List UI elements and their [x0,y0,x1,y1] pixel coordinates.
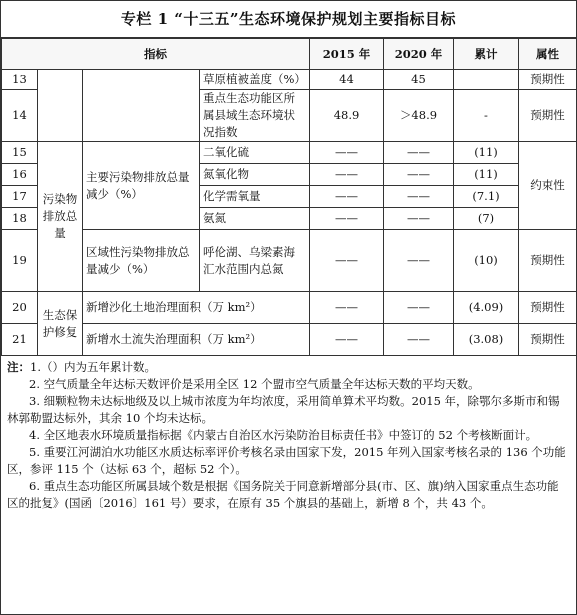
value-2015: —— [310,292,384,324]
value-cumulative: (10) [454,230,519,292]
header-2015: 2015 年 [310,39,384,70]
value-cumulative: (7.1) [454,186,519,208]
row-number: 15 [2,142,38,164]
row-number: 18 [2,208,38,230]
value-cumulative: - [454,90,519,142]
value-cumulative: (11) [454,142,519,164]
indicator-name: 氨氮 [200,208,310,230]
note-2: 2. 空气质量全年达标天数评价是采用全区 12 个盟市空气质量全年达标天数的平均天数。 [29,377,480,391]
attribute: 预期性 [519,70,577,90]
note-6: 6. 重点生态功能区所属县域个数是根据《国务院关于同意新增部分县(市、区、旗)纳入国家重点生态功能区的批复》(国函〔2016〕161 号）要求，在原有 35 个旗县的基础上，新增 8 个，共 43 个。 [7,479,559,510]
group-eco-label: 生态保护修复 [38,292,83,356]
sub-regional-pollutants-label: 区域性污染物排放总量减少（%） [83,230,200,292]
value-2020: —— [384,208,454,230]
header-indicator: 指标 [2,39,310,70]
indicator-name: 氮氧化物 [200,164,310,186]
indicator-name: 新增沙化土地治理面积（万 km²） [83,292,310,324]
row-number: 21 [2,324,38,356]
sub-main-pollutants-label: 主要污染物排放总量减少（%） [83,142,200,230]
table-row [2,324,577,356]
table-row [2,292,577,324]
indicator-name: 二氧化硫 [200,142,310,164]
table-row [2,142,577,164]
value-cumulative: (7) [454,208,519,230]
value-2020: —— [384,164,454,186]
row-number: 19 [2,230,38,292]
value-2020: —— [384,230,454,292]
value-cumulative [454,70,519,90]
indicator-name: 草原植被盖度（%） [200,70,310,90]
blank-sub-cell [83,70,200,142]
value-cumulative: (3.08) [454,324,519,356]
table-row [2,70,577,90]
page-title: 专栏 1 “十三五”生态环境保护规划主要指标目标 [1,1,576,38]
value-2015: —— [310,164,384,186]
value-2015: —— [310,324,384,356]
value-2020: —— [384,142,454,164]
note-1-text: 1.（）内为五年累计数。 [30,360,156,374]
attribute-binding: 约束性 [519,142,577,230]
value-2015: 44 [310,70,384,90]
notes-section [1,356,576,514]
indicator-name: 呼伦湖、乌梁素海汇水范围内总氮 [200,230,310,292]
blank-group-cell [38,70,83,142]
table-row [2,230,577,292]
row-number: 16 [2,164,38,186]
value-2020: —— [384,292,454,324]
group-pollution-label: 污染物排放总量 [38,142,83,292]
value-2020: —— [384,186,454,208]
value-2015: —— [310,142,384,164]
attribute: 预期性 [519,324,577,356]
value-cumulative: (4.09) [454,292,519,324]
row-number: 17 [2,186,38,208]
indicator-name: 重点生态功能区所属县域生态环境状况指数 [200,90,310,142]
attribute: 预期性 [519,90,577,142]
row-number: 14 [2,90,38,142]
header-attribute: 属性 [519,39,577,70]
value-2015: —— [310,230,384,292]
table-header-row [2,39,577,70]
attribute: 预期性 [519,230,577,292]
indicator-name: 化学需氧量 [200,186,310,208]
value-2015: —— [310,208,384,230]
value-2020: 45 [384,70,454,90]
attribute: 预期性 [519,292,577,324]
header-cumulative: 累计 [454,39,519,70]
indicator-table [1,38,577,356]
row-number: 20 [2,292,38,324]
notes-label: 注： [7,360,30,374]
indicator-name: 新增水土流失治理面积（万 km²） [83,324,310,356]
row-number: 13 [2,70,38,90]
value-2015: 48.9 [310,90,384,142]
value-2020: —— [384,324,454,356]
value-2015: —— [310,186,384,208]
note-5: 5. 重要江河湖泊水功能区水质达标率评价考核名录由国家下发，2015 年列入国家考核名录的 136 个功能区，参评 115 个（达标 63 个，超标 52 个）。 [7,445,566,476]
value-cumulative: (11) [454,164,519,186]
note-3: 3. 细颗粒物未达标地级及以上城市浓度为年均浓度，采用简单算术平均数。2015 年，除鄂尔多斯市和锡林郭勒盟达标外，其余 10 个均未达标。 [7,394,560,425]
note-1 [7,359,570,376]
header-2020: 2020 年 [384,39,454,70]
value-2020: ＞48.9 [384,90,454,142]
note-4: 4. 全区地表水环境质量指标据《内蒙古自治区水污染防治目标责任书》中签订的 52 个考核断面计。 [29,428,538,442]
